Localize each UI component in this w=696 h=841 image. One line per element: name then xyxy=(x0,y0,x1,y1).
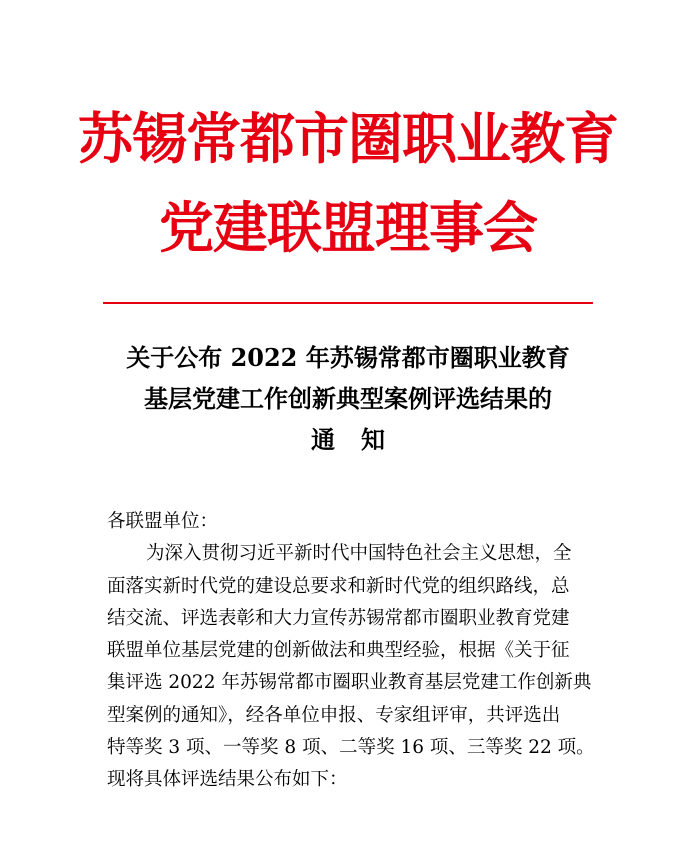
body-line: 结交流、评选表彰和大力宣传苏锡常都市圈职业教育党建 xyxy=(107,608,570,629)
notice-title-line-1: 关于公布 2022 年苏锡常都市圈职业教育 xyxy=(126,343,570,372)
red-divider xyxy=(103,302,593,304)
notice-title-line-3: 通知 xyxy=(311,425,411,454)
body-line: 联盟单位基层党建的创新做法和典型经验，根据《关于征 xyxy=(107,640,570,661)
notice-title-line-2: 基层党建工作创新典型案例评选结果的 xyxy=(144,384,552,413)
issuer-name-line-2: 党建联盟理事会 xyxy=(158,195,537,260)
body-line: 特等奖 3 项、一等奖 8 项、二等奖 16 项、三等奖 22 项。 xyxy=(107,737,595,758)
issuer-name-line-1: 苏锡常都市圈职业教育 xyxy=(77,106,618,171)
body-line: 为深入贯彻习近平新时代中国特色社会主义思想，全 xyxy=(146,543,572,564)
body-line: 面落实新时代党的建设总要求和新时代党的组织路线，总 xyxy=(107,576,570,597)
body-line: 现将具体评选结果公布如下： xyxy=(107,769,348,790)
body-line: 型案例的通知》，经各单位申报、专家组评审，共评选出 xyxy=(107,705,561,726)
body-line: 集评选 2022 年苏锡常都市圈职业教育基层党建工作创新典 xyxy=(107,672,592,693)
salutation: 各联盟单位： xyxy=(107,511,219,532)
